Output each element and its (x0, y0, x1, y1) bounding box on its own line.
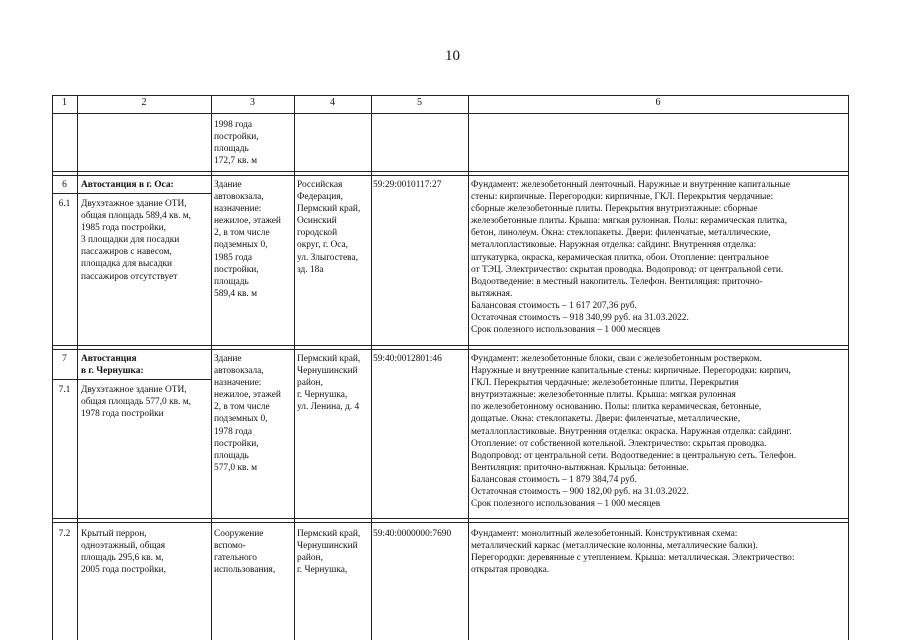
text-line: 3 площадки для посадки (81, 235, 180, 246)
text-line: 2, в том числе (214, 402, 270, 413)
text-line: 1978 года постройки (81, 409, 164, 420)
text-line: Срок полезного использования – 1 000 месяцев (471, 499, 661, 510)
text-line: Сооружение (214, 529, 264, 539)
header-col-5: 5 (417, 97, 422, 108)
row-6-col4 (297, 179, 360, 276)
text-line: площадка для высадки (81, 259, 173, 270)
text-line: от ТЭЦ. Электричество: скрытая проводка. Водопровод: от центральной сети. (471, 264, 784, 275)
text-line: сборные железобетонные плиты. Перекрытия внутриэтажные: сборные (471, 204, 758, 215)
text-line: Чернушинский (297, 541, 358, 552)
col-border (371, 95, 372, 640)
text-line: район, (297, 553, 323, 564)
text-line: автовокзала, (214, 366, 264, 377)
header-col-1: 1 (62, 97, 67, 108)
text-line: Водопровод: от центральной сети. Водоотведение: в центральную сеть. Телефон. (471, 450, 797, 461)
text-line: 2005 года постройки, (81, 565, 167, 576)
text-line: Срок полезного использования – 1 000 месяцев (471, 325, 661, 336)
col-border (468, 95, 469, 640)
text-line: Здание (214, 354, 242, 364)
text-line: использования, (214, 565, 276, 576)
text-line: Пермский край, (297, 354, 361, 364)
text-line: ул. Злыгостева, (297, 252, 358, 263)
text-line: пассажиров с навесом, (81, 247, 172, 258)
text-line: нежилое, этажей (214, 216, 281, 227)
text-line: ГКЛ. Перекрытия чердачные: железобетонные плиты. Перекрытия (471, 378, 739, 389)
text-line: одноэтажный, общая (81, 541, 166, 552)
text-line: Фундамент: монолитный железобетонный. Конструктивная схема: (471, 529, 738, 539)
text-line: Балансовая стоимость – 1 617 207,36 руб. (471, 300, 637, 311)
text-line: гательного (214, 553, 257, 564)
row-border (52, 522, 848, 523)
text-line: железобетонные плиты. Крыша: мягкая рулонная. Полы: керамическая плитка, (471, 216, 787, 227)
text-line: Пермский край, (297, 529, 361, 539)
row-border (52, 379, 211, 380)
col-border (294, 95, 295, 640)
text-line: округ, г. Оса, (297, 240, 348, 251)
text-line: общая площадь 577,0 кв. м, (81, 397, 192, 408)
text-line: Наружные и внутренние капитальные стены: кирпичные. Перегородки: кирпич, (471, 366, 791, 377)
text-line: Фундамент: железобетонные блоки, сваи с железобетонным ростверком. (471, 354, 762, 364)
text-line: дощатые. Окна: стеклопакеты. Двери: филенчатые, металлические, (471, 414, 741, 425)
row-6-col3 (214, 179, 281, 300)
page-number: 10 (445, 48, 460, 64)
text-line: постройки, (214, 438, 259, 449)
text-line: площадь 295,6 кв. м, (81, 553, 164, 564)
col-border (77, 95, 78, 640)
cont-row-col3 (214, 119, 259, 167)
table-top-border (52, 95, 848, 96)
row-7-cadastral: 59:40:0012801:46 (373, 354, 442, 364)
header-col-4: 4 (330, 97, 335, 108)
header-bottom-border (52, 113, 848, 114)
text-line: нежилое, этажей (214, 390, 281, 401)
text-line: Федерация, (297, 192, 343, 203)
header-col-3: 3 (250, 97, 255, 108)
text-line: зд. 18а (297, 264, 324, 275)
text-line: Остаточная стоимость – 900 182,00 руб. на 31.03.2022. (471, 487, 689, 498)
text-line: Осинский (297, 216, 337, 227)
text-line: ул. Ленина, д. 4 (297, 402, 360, 413)
text-line: 1985 года (214, 252, 253, 263)
row-7-title (81, 353, 144, 377)
row-border (52, 175, 848, 176)
text-line: Двухэтажное здание ОТИ, (81, 385, 187, 395)
text-line: г. Чернушка, (297, 390, 348, 401)
text-line: 589,4 кв. м (214, 288, 258, 299)
row-7-2-col4 (297, 528, 360, 576)
text-line: бетон, линолеум. Окна: стеклопакеты. Двери: филенчатые, металлические, (471, 228, 771, 239)
text-line: подземных 0, (214, 414, 268, 425)
text-line: Перегородки: деревянные с утеплением. Крыша: металлическая. Электричество: (471, 553, 795, 564)
text-line: постройки, (214, 264, 259, 275)
text-line: Чернушинский (297, 366, 358, 377)
row-7-2-col3 (214, 528, 275, 576)
row-border (52, 518, 848, 519)
header-col-6: 6 (655, 97, 661, 108)
text-line: назначение: (214, 204, 262, 215)
row-7-2-col2 (81, 528, 166, 576)
text-line: назначение: (214, 378, 262, 389)
header-col-2: 2 (141, 97, 147, 108)
row-number: 7 (62, 354, 67, 364)
text-line: городской (297, 228, 338, 239)
text-line: вспомо- (214, 541, 246, 552)
text-line: Водоотведение: в местный накопитель. Телефон. Вентиляция: приточно- (471, 276, 763, 287)
col-border (848, 95, 849, 640)
text-line: Автостанция (81, 354, 137, 364)
row-6-cadastral: 59:29:0010117:27 (373, 180, 442, 190)
text-line: 2, в том числе (214, 228, 270, 239)
text-line: г. Чернушка, (297, 565, 348, 576)
text-line: вытяжная. (471, 288, 513, 299)
text-line: Крытый перрон, (81, 529, 147, 539)
text-line: Фундамент: железобетонный ленточный. Наружные и внутренние капитальные (471, 180, 791, 190)
text-line: Балансовая стоимость – 1 879 384,74 руб. (471, 474, 637, 485)
text-line: пассажиров отсутствует (81, 271, 178, 282)
row-number: 6.1 (58, 199, 71, 209)
row-6-col6 (471, 179, 790, 336)
text-line: Вентиляция: приточно-вытяжная. Крыльца: бетонные. (471, 462, 689, 473)
text-line: Пермский край, (297, 204, 361, 215)
row-number: 6 (62, 180, 67, 190)
text-line: подземных 0, (214, 240, 268, 251)
row-border (52, 345, 848, 346)
row-6-title: Автостанция в г. Оса: (81, 180, 174, 190)
text-line: Здание (214, 180, 242, 190)
row-number: 7.1 (58, 385, 71, 395)
text-line: Российская (297, 180, 343, 190)
col-border (211, 95, 212, 640)
row-border (52, 171, 848, 172)
text-line: постройки, (214, 132, 259, 143)
text-line: 1998 года (214, 120, 253, 130)
text-line: внутриэтажные: железобетонные плиты. Крыша: мягкая рулонная (471, 390, 736, 401)
text-line: металлический каркас (металлические колонны, металлические балки). (471, 541, 758, 552)
text-line: общая площадь 589,4 кв. м, (81, 211, 192, 222)
text-line: 172,7 кв. м (214, 156, 258, 167)
text-line: штукатурка, окраска, керамическая плитка, обои. Отопление: центральное (471, 252, 769, 263)
row-7-col4 (297, 353, 360, 413)
text-line: Отопление: от собственной котельной. Электричество: скрытая проводка. (471, 438, 767, 449)
row-6-1-col2 (81, 198, 191, 283)
text-line: Двухэтажное здание ОТИ, (81, 199, 187, 209)
row-border (52, 193, 211, 194)
row-number: 7.2 (58, 529, 71, 539)
col-border (52, 95, 53, 640)
text-line: Остаточная стоимость – 918 340,99 руб. на 31.03.2022. (471, 313, 689, 324)
text-line: по железобетонному основанию. Полы: плитка керамическая, бетонные, (471, 402, 762, 413)
text-line: 577,0 кв. м (214, 462, 258, 473)
text-line: 1978 года (214, 426, 253, 437)
text-line: автовокзала, (214, 192, 264, 203)
text-line: в г. Чернушка: (81, 366, 144, 377)
text-line: 1985 года постройки, (81, 223, 167, 234)
row-7-2-cadastral: 59:40:0000000:7690 (373, 529, 452, 539)
text-line: металлопластиковые. Внутренняя отделка: окраска. Наружная отделка: сайдинг. (471, 426, 792, 437)
row-7-2-col6 (471, 528, 794, 576)
text-line: район, (297, 378, 323, 389)
text-line: площадь (214, 144, 249, 155)
text-line: металлопластиковые. Наружная отделка: сайдинг. Внутренняя отделка: (471, 240, 757, 251)
row-border (52, 349, 848, 350)
text-line: открытая проводка. (471, 565, 550, 576)
text-line: стены: кирпичные. Перегородки: кирпичные, ГКЛ. Перекрытия чердачные: (471, 192, 774, 203)
text-line: площадь (214, 276, 249, 287)
row-7-1-col2 (81, 384, 191, 420)
text-line: площадь (214, 450, 249, 461)
row-7-col3 (214, 353, 281, 474)
row-7-col6 (471, 353, 796, 510)
